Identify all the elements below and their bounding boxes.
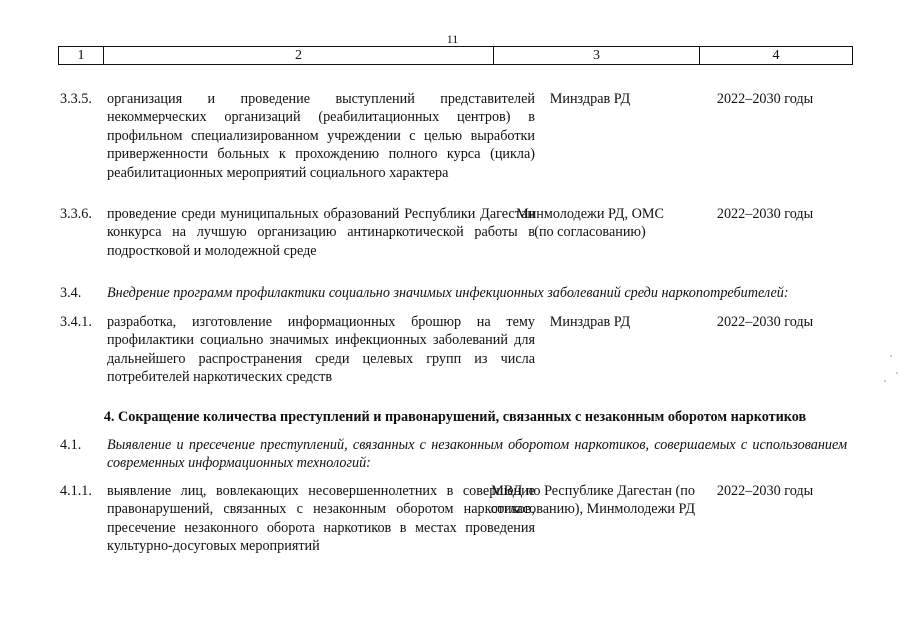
table-header-row bbox=[58, 46, 853, 65]
row-number: 3.4. bbox=[60, 285, 82, 301]
scan-speck bbox=[884, 380, 886, 382]
row-text: выявление лиц, вовлекающих несовершеннолетних в совершение правонарушений, связанных с незаконным оборотом наркотиков, пресечение незаконного оборота наркотиков в местах проведения культурно-досуговых мероприятий bbox=[107, 483, 535, 555]
row-text: организация и проведение выступлений представителей некоммерческих организаций (реабилитационных центров) в профильном специализированном учреждении с целью выработки приверженности больных к прохождению полного курса (цикла) реабилитационных мероприятий социального характера bbox=[107, 91, 535, 181]
row-number: 4.1.1. bbox=[60, 483, 92, 499]
section-title: 4. Сокращение количества преступлений и правонарушений, связанных с незаконным оборотом наркотиков bbox=[103, 409, 807, 425]
page-number: 11 bbox=[446, 32, 459, 46]
row-term: 2022–2030 годы bbox=[716, 314, 814, 330]
row-term: 2022–2030 годы bbox=[716, 91, 814, 107]
header-cell-4: 4 bbox=[772, 48, 780, 63]
subsection-title: Выявление и пресечение преступлений, связанных с незаконным оборотом наркотиков, совершаемых с использованием современных информационных технологий: bbox=[107, 437, 847, 472]
row-text: разработка, изготовление информационных брошюр на тему профилактики социально значимых инфекционных заболеваний для дальнейшего распространения среди целевых групп из числа потребителей наркотических средств bbox=[107, 314, 535, 386]
row-number: 4.1. bbox=[60, 437, 82, 453]
row-executor: Минздрав РД bbox=[549, 314, 631, 330]
scan-speck bbox=[890, 355, 892, 357]
row-executor: Минздрав РД bbox=[549, 91, 631, 107]
row-number: 3.4.1. bbox=[60, 314, 92, 330]
row-executor: МВД по Республике Дагестан (по согласованию), Минмолодежи РД bbox=[490, 483, 696, 518]
row-number: 3.3.6. bbox=[60, 206, 92, 222]
row-executor: Минмолодежи РД, ОМС (по согласованию) bbox=[516, 206, 664, 241]
scan-speck bbox=[896, 372, 898, 374]
header-cell-1: 1 bbox=[59, 47, 104, 64]
row-term: 2022–2030 годы bbox=[716, 483, 814, 499]
row-term: 2022–2030 годы bbox=[716, 206, 814, 222]
row-text: проведение среди муниципальных образований Республики Дагестан конкурса на лучшую организацию антинаркотической работы в подростковой и молодежной среде bbox=[107, 206, 535, 259]
row-number: 3.3.5. bbox=[60, 91, 92, 107]
header-cell-2: 2 bbox=[104, 47, 494, 64]
subsection-title: Внедрение программ профилактики социально значимых инфекционных заболеваний среди наркопотребителей: bbox=[107, 285, 789, 301]
header-cell-3: 3 bbox=[494, 47, 700, 64]
